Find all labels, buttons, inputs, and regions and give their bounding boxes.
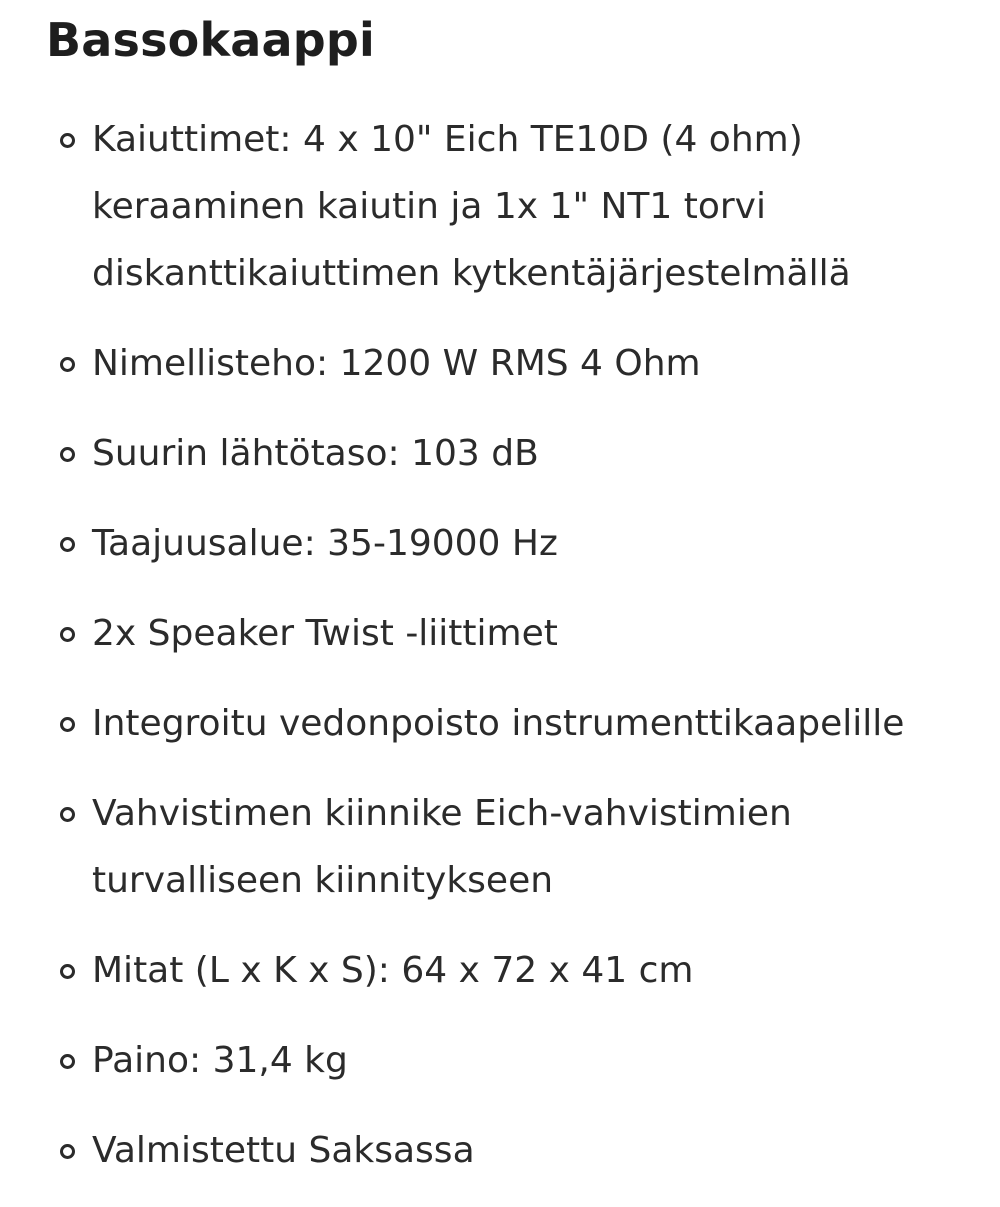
spec-item-text: Nimellisteho: 1200 W RMS 4 Ohm xyxy=(92,343,701,384)
circle-bullet-icon xyxy=(60,447,75,462)
section-title: Bassokaappi xyxy=(46,13,375,67)
spec-item-text: Suurin lähtötaso: 103 dB xyxy=(92,433,539,474)
spec-item xyxy=(46,106,976,307)
spec-item-text: Paino: 31,4 kg xyxy=(92,1040,348,1081)
spec-section xyxy=(46,10,976,1171)
spec-list xyxy=(46,106,976,1207)
spec-item xyxy=(46,420,976,487)
spec-item xyxy=(46,330,976,397)
spec-item xyxy=(46,937,976,1004)
spec-item xyxy=(46,510,976,577)
spec-item-text: Valmistettu Saksassa xyxy=(92,1130,475,1171)
spec-item-text: Vahvistimen kiinnike Eich-vahvistimien turvalliseen kiinnitykseen xyxy=(92,793,792,901)
spec-item xyxy=(46,690,976,757)
spec-item xyxy=(46,1027,976,1094)
spec-item-text: 2x Speaker Twist -liittimet xyxy=(92,613,558,654)
spec-item xyxy=(46,1117,976,1184)
spec-item xyxy=(46,600,976,667)
circle-bullet-icon xyxy=(60,627,75,642)
circle-bullet-icon xyxy=(60,1144,75,1159)
spec-item-text: Taajuusalue: 35-19000 Hz xyxy=(92,523,558,564)
circle-bullet-icon xyxy=(60,357,75,372)
spec-item-text: Mitat (L x K x S): 64 x 72 x 41 cm xyxy=(92,950,694,991)
spec-item-text: Kaiuttimet: 4 x 10" Eich TE10D (4 ohm) keraaminen kaiutin ja 1x 1" NT1 torvi diskanttikaiuttimen kytkentäjärjestelmällä xyxy=(92,119,851,294)
circle-bullet-icon xyxy=(60,133,75,148)
circle-bullet-icon xyxy=(60,807,75,822)
circle-bullet-icon xyxy=(60,964,75,979)
spec-item xyxy=(46,780,976,914)
circle-bullet-icon xyxy=(60,1054,75,1069)
circle-bullet-icon xyxy=(60,537,75,552)
circle-bullet-icon xyxy=(60,717,75,732)
spec-item-text: Integroitu vedonpoisto instrumenttikaapelille xyxy=(92,703,905,744)
